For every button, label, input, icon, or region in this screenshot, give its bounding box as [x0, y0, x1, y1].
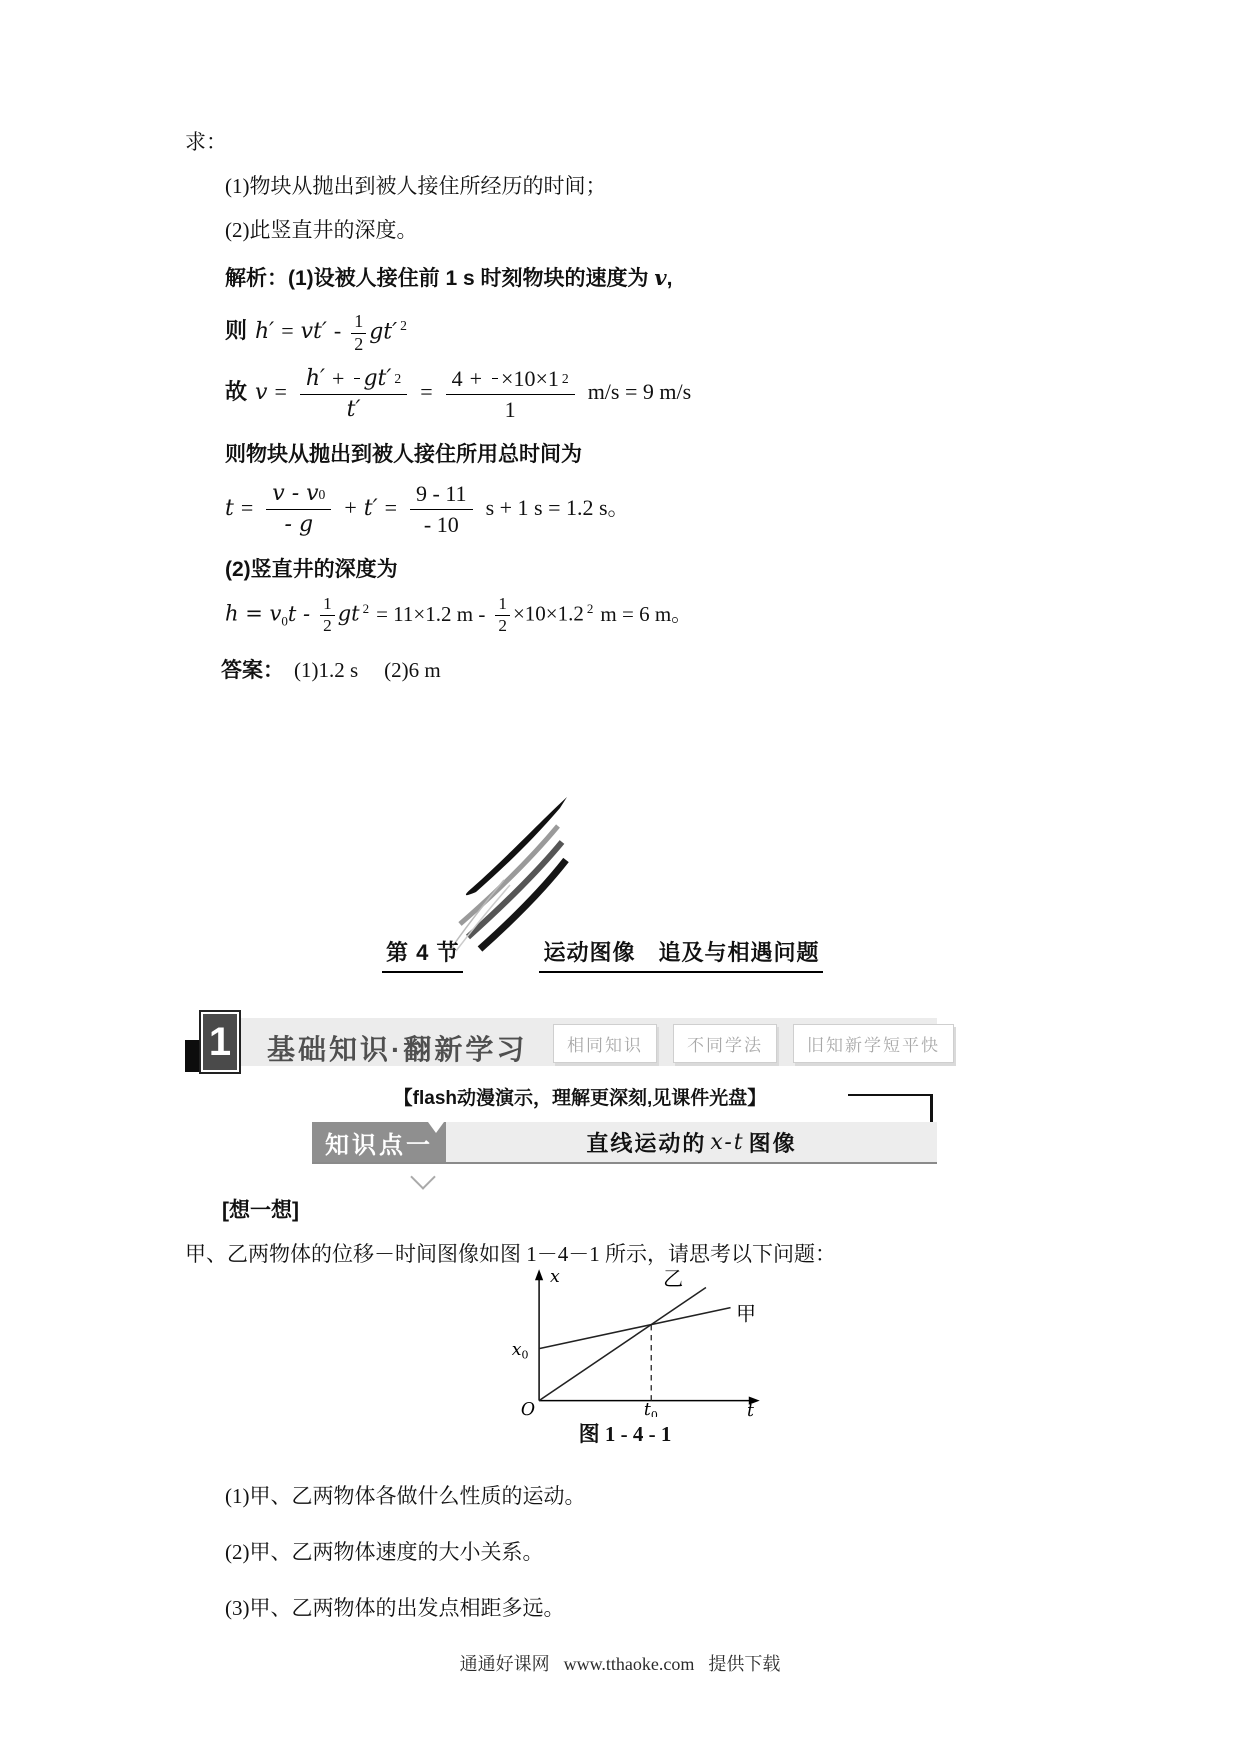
var-v: v — [255, 380, 268, 406]
notch-bottom-icon — [410, 1164, 435, 1189]
equals: = — [420, 379, 433, 405]
jia-label: 甲 — [736, 1301, 757, 1326]
banner-buttons — [553, 1024, 954, 1063]
page-footer — [0, 1650, 1240, 1676]
think-intro: 甲、乙两物体的位移－时间图像如图 1－4－1 所示，请思考以下问题： — [185, 1242, 836, 1266]
line-yi — [539, 1288, 706, 1401]
depth-text: (2)竖直井的深度为 — [225, 558, 398, 582]
button-same-knowledge: 相同知识 — [553, 1024, 657, 1063]
numerator: 1 — [495, 595, 510, 616]
numerator — [446, 367, 575, 395]
yi-label: 乙 — [663, 1266, 684, 1291]
banner-title: 基础知识·翻新学习 — [267, 1034, 528, 1065]
subscript: 0 — [318, 486, 326, 502]
t-axis-label: t — [746, 1401, 754, 1417]
callout-line-horizontal — [848, 1094, 932, 1096]
equals: = — [240, 494, 254, 520]
denominator: 2 — [323, 616, 332, 636]
subscript: 0 — [281, 613, 288, 629]
analysis-tail: , — [666, 267, 673, 290]
numerator: 9 - 11 — [410, 482, 473, 510]
title-math-xt: x-t — [710, 1129, 745, 1155]
unit-number: 1 — [208, 1019, 232, 1064]
footer-url: www.tthaoke.com — [563, 1654, 695, 1674]
fraction-half — [495, 595, 510, 636]
section-number: 第 4 节 — [382, 936, 463, 973]
term: = 11×1.2 m - — [376, 601, 486, 626]
superscript: 2 — [586, 600, 594, 616]
term: gt — [337, 601, 360, 626]
analysis-label: 解析： — [225, 267, 288, 290]
flash-note: 【flash动漫演示，理解更深刻,见课件光盘】 — [393, 1088, 767, 1109]
swoosh-icon — [446, 792, 571, 957]
term: t - — [287, 601, 311, 626]
origin-label: O — [520, 1400, 536, 1417]
numerator — [266, 482, 331, 510]
equals: = — [281, 318, 294, 344]
numerator: 1 — [351, 312, 366, 334]
fraction-half — [351, 312, 366, 355]
xt-graph — [468, 1262, 798, 1422]
answer-2: (2)6 m — [384, 658, 441, 683]
var-h-prime: h′ — [255, 319, 275, 345]
numerator — [300, 367, 407, 395]
numerator: 1 — [320, 595, 335, 616]
plus: + — [344, 494, 357, 520]
fraction-big-1 — [300, 367, 407, 422]
fraction-half — [354, 377, 360, 380]
equals: = — [274, 379, 287, 405]
term-gt: gt′ — [369, 319, 398, 345]
analysis-line — [225, 262, 1035, 292]
var-t-prime: t′ — [363, 495, 378, 521]
x-axis-arrow-icon — [535, 1269, 543, 1280]
footer-tail: 提供下载 — [708, 1654, 781, 1674]
result: m/s = 9 m/s — [587, 379, 692, 405]
term: h = v — [225, 601, 282, 626]
formula-lead: 则 — [225, 318, 248, 344]
unit-banner — [185, 1010, 940, 1070]
think-question-1: (1)甲、乙两物体各做什么性质的运动。 — [225, 1484, 586, 1508]
find-label: 求： — [185, 130, 227, 154]
var-t: t — [225, 495, 234, 521]
knowledge-point-title — [446, 1122, 937, 1162]
line-jia — [539, 1308, 730, 1349]
formula-4 — [225, 595, 1035, 636]
formula-3 — [225, 482, 1035, 537]
knowledge-point-tag: 知识点一 — [312, 1122, 446, 1162]
fraction-big-2 — [446, 367, 575, 422]
footer-site: 通通好课网 — [459, 1654, 550, 1674]
formula-2 — [225, 367, 1035, 422]
term: gt′ — [363, 365, 392, 391]
answer-label: 答案： — [221, 659, 284, 683]
term: h′ — [305, 365, 326, 391]
total-time-text: 则物块从抛出到被人接住所用总时间为 — [225, 443, 582, 467]
answer-1: (1)1.2 s — [294, 658, 359, 683]
fraction-half — [492, 377, 498, 380]
section-title: 运动图像 追及与相遇问题 — [539, 936, 823, 973]
notch-top-icon — [428, 1122, 444, 1133]
term: 4 — [451, 365, 463, 391]
title-pre: 直线运动的 — [586, 1130, 707, 1156]
denominator: 2 — [354, 333, 364, 354]
answer-line — [221, 654, 1035, 684]
superscript: 2 — [400, 318, 407, 334]
superscript: 2 — [394, 371, 402, 387]
section-header — [382, 936, 823, 973]
x0-label: $x_0$ — [511, 1340, 529, 1362]
term: v - v — [272, 481, 319, 507]
denominator: t′ — [346, 396, 361, 422]
fraction-half — [320, 595, 335, 636]
denominator: - 10 — [423, 512, 459, 538]
term: ×10×1.2 — [512, 601, 584, 626]
analysis-var: v — [654, 265, 667, 290]
denominator: 1 — [504, 396, 516, 422]
term-vt: vt′ — [300, 319, 327, 345]
button-different-method: 不同学法 — [673, 1024, 777, 1063]
knowledge-point-band — [312, 1122, 937, 1164]
button-old-new-learning: 旧知新学短平快 — [793, 1024, 954, 1063]
superscript: 2 — [362, 600, 370, 616]
x-axis-label: x — [550, 1267, 560, 1288]
plus: + — [332, 365, 345, 391]
think-question-3: (3)甲、乙两物体的出发点相距多远。 — [225, 1596, 565, 1620]
problem-question-1: (1)物块从抛出到被人接住所经历的时间； — [225, 174, 607, 198]
fraction-v — [266, 482, 331, 537]
formula-lead: 故 — [225, 379, 248, 405]
problem-question-2: (2)此竖直井的深度。 — [225, 218, 418, 242]
denominator: 2 — [498, 616, 507, 636]
equals: = — [384, 494, 398, 520]
title-post: 图像 — [748, 1130, 797, 1156]
denominator: - g — [284, 512, 314, 538]
analysis-intro: (1)设被人接住前 1 s 时刻物块的速度为 — [288, 267, 649, 290]
t0-label: $t_0$ — [643, 1400, 658, 1417]
term: ×10×1 — [501, 365, 559, 391]
minus: - — [333, 318, 342, 344]
fraction-9-11 — [410, 482, 473, 537]
denominator — [492, 379, 498, 380]
think-label: [想一想] — [222, 1199, 299, 1222]
result: m = 6 m。 — [600, 601, 693, 626]
plus: + — [469, 365, 483, 391]
figure-caption: 图 1 - 4 - 1 — [578, 1422, 672, 1446]
unit-number-badge — [199, 1010, 241, 1074]
superscript: 2 — [561, 371, 569, 387]
result: s + 1 s = 1.2 s。 — [485, 494, 630, 520]
solution-block — [185, 126, 1035, 684]
denominator — [354, 379, 360, 380]
think-question-2: (2)甲、乙两物体速度的大小关系。 — [225, 1540, 544, 1564]
formula-1 — [225, 312, 1035, 355]
